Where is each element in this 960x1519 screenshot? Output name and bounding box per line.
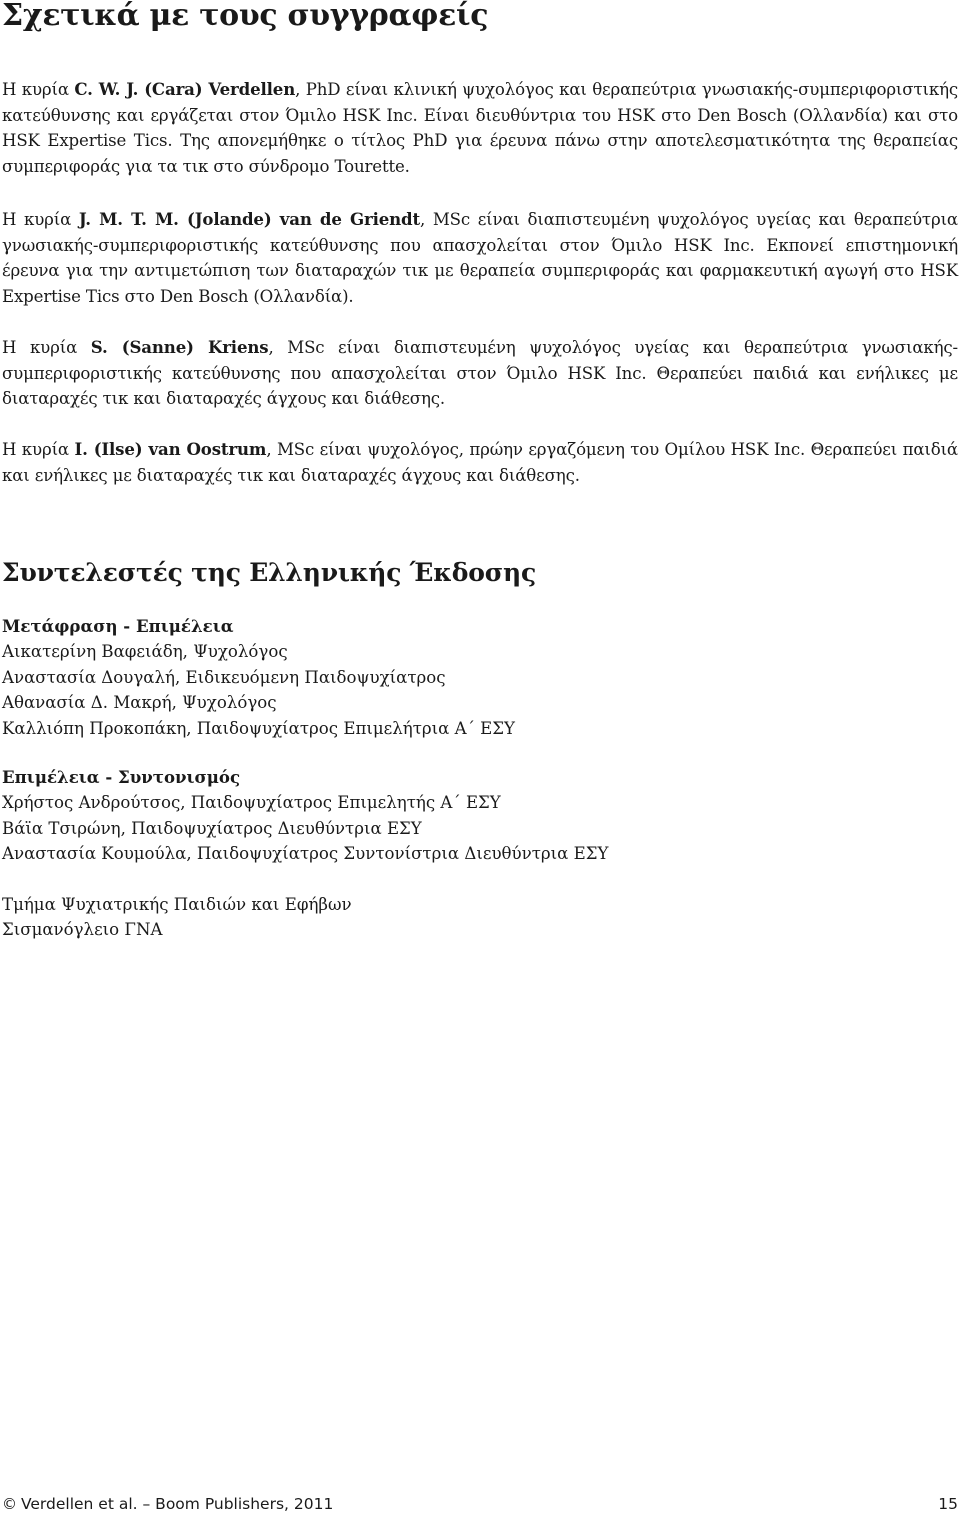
credit-person: Αικατερίνη Βαφειάδη, Ψυχολόγος	[2, 642, 288, 662]
page-number: 15	[938, 1495, 958, 1513]
credit-person: Αθανασία Δ. Μακρή, Ψυχολόγος	[2, 693, 277, 713]
page-footer	[2, 1494, 958, 1514]
copyright-icon: ©	[2, 1495, 17, 1513]
author-name: S. (Sanne) Kriens	[90, 337, 269, 357]
author-prefix: Η κυρία	[2, 80, 75, 99]
institution-department: Τμήμα Ψυχιατρικής Παιδιών και Εφήβων	[2, 895, 352, 914]
author-paragraph-van-oostrum	[2, 437, 958, 488]
credit-person: Καλλιόπη Προκοπάκη, Παιδοψυχίατρος Επιμελήτρια Α΄ ΕΣΥ	[2, 718, 515, 738]
author-bio: , MSc είναι διαπιστευμένη ψυχολόγος υγείας και θεραπεύτρια γνωσιακής-συμπεριφοριστικής κατεύθυνσης που απασχολείται στον Όμιλο HSK Inc. Εκπονεί επιστημονική έρευνα για την αντιμετώπιση των διαταραχών τικ με θεραπεία συμπεριφοράς και φαρμακευτική αγωγή στο HSK Expertise Tics στο Den Bosch (Ολλανδία).	[2, 210, 958, 306]
about-authors-heading: Σχετικά με τους συγγραφείς	[2, 0, 489, 33]
copyright-notice	[2, 1494, 333, 1514]
author-paragraph-kriens	[2, 335, 958, 412]
author-bio: , MSc είναι ψυχολόγος, πρώην εργαζόμενη του Ομίλου HSK Inc. Θεραπεύει παιδιά και ενήλικες με διαταραχές τικ και διαταραχές άγχους και διάθεσης.	[2, 440, 958, 485]
greek-edition-heading: Συντελεστές της Ελληνικής Έκδοσης	[2, 558, 536, 587]
coordination-title: Επιμέλεια - Συντονισμός	[2, 767, 241, 787]
author-bio: , PhD είναι κλινική ψυχολόγος και θεραπεύτρια γνωσιακής-συμπεριφοριστικής κατεύθυνσης και εργάζεται στον Όμιλο HSK Inc. Είναι διευθύντρια του HSK στο Den Bosch (Ολλανδία) και στο HSK Expertise Tics. Της απονεμήθηκε ο τίτλος PhD για έρευνα πάνω στην αποτελεσματικότητα της θεραπείας συμπεριφοράς για τα τικ στο σύνδρομο Tourette.	[2, 80, 958, 176]
credit-person: Αναστασία Κουμούλα, Παιδοψυχίατρος Συντονίστρια Διευθύντρια ΕΣΥ	[2, 844, 609, 864]
translation-credits	[2, 614, 942, 741]
institution-block	[2, 892, 942, 943]
credit-person: Βάϊα Τσιρώνη, Παιδοψυχίατρος Διευθύντρια ΕΣΥ	[2, 818, 422, 838]
author-prefix: Η κυρία	[2, 338, 91, 357]
translation-title: Μετάφραση - Επιμέλεια	[2, 616, 234, 636]
copyright-text: Verdellen et al. – Boom Publishers, 2011	[21, 1495, 334, 1513]
credit-person: Χρήστος Ανδρούτσος, Παιδοψυχίατρος Επιμελητής Α΄ ΕΣΥ	[2, 793, 501, 813]
author-paragraph-van-de-griendt	[2, 207, 958, 309]
author-paragraph-verdellen	[2, 77, 958, 179]
author-bio: , MSc είναι διαπιστευμένη ψυχολόγος υγείας και θεραπεύτρια γνωσιακής-συμπεριφοριστικής κατεύθυνσης που απασχολείται στον Όμιλο HSK Inc. Θεραπεύει παιδιά και ενήλικες με διαταραχές τικ και διαταραχές άγχους και διάθεσης.	[2, 338, 958, 409]
credit-person: Αναστασία Δουγαλή, Ειδικευόμενη Παιδοψυχίατρος	[2, 667, 446, 687]
coordination-credits	[2, 765, 942, 867]
author-name: I. (Ilse) van Oostrum	[74, 439, 267, 459]
author-prefix: Η κυρία	[2, 440, 75, 459]
institution-hospital: Σισμανόγλειο ΓΝΑ	[2, 920, 163, 940]
author-name: C. W. J. (Cara) Verdellen	[74, 79, 296, 99]
author-name: J. M. T. M. (Jolande) van de Griendt	[78, 209, 421, 229]
author-prefix: Η κυρία	[2, 210, 79, 229]
